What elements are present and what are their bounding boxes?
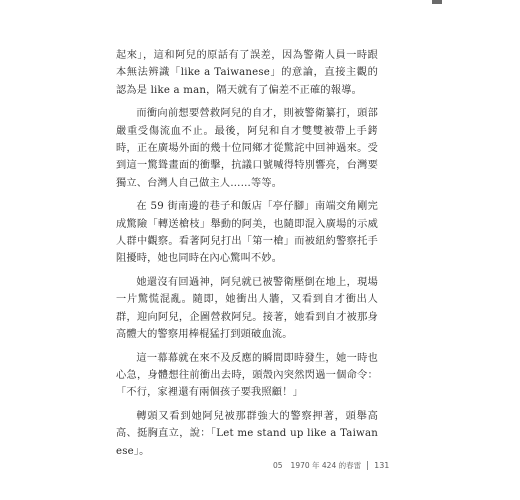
paragraph: 起來」，這和阿兒的原話有了誤差，因為警衛人員一時跟本無法辨識「like a Taiwanese」的意論，直接主觀的認為是 like a man，隔天就有了偏差不正確的報導。 [116, 50, 378, 96]
footer-divider [367, 461, 368, 470]
paragraph: 她還沒有回過神，阿兒就已被警衛壓倒在地上，現場一片驚慌混亂。隨即，她衝出人牆，又看到自才衝出人群，迎向阿兒，企圖營救阿兒。接著，她看到自才被那身高體大的警察用棒棍猛打到頭破血流。 [116, 276, 378, 341]
chapter-title: 1970 年 424 的春雷 [290, 461, 362, 470]
page-number: 131 [374, 461, 390, 470]
page-footer [273, 460, 389, 471]
paragraph: 轉頭又看到她阿兒被那群強大的警察押著，頭舉高高、挺胸直立，說：「Let me stand up like a Taiwanese」。 [116, 410, 378, 457]
paragraph: 這一幕幕就在來不及反應的瞬間即時發生，她一時也心急，身體想往前衝出去時，頭殼內突然閃過一個命令：「不行，家裡還有兩個孩子要我照顧！」 [116, 352, 378, 399]
page-edge-mark [432, 0, 442, 4]
paragraph: 而衝向前想要營救阿兒的自才，則被警衛纂打，頭部嚴重受傷流血不止。最後，阿兒和自才雙雙被帶上手銬時，正在廣場外面的幾十位同鄉才從驚詫中回神過來。受到這一驚聳畫面的衝擊，抗議口號喊得特別響亮，台灣要獨立、台灣人自己做主人……等等。 [116, 108, 378, 189]
chapter-number: 05 [273, 461, 283, 470]
page-body [116, 47, 378, 466]
paragraph: 在 59 街南邊的巷子和飯店「亭仔腳」南端交角剛完成驚險「轉送槍枝」舉動的阿美，也隨即混入廣場的示威人群中觀察。看著阿兒打出「第一槍」而被紐約警察托手阻擾時，她也同時在內心驚叫不妙。 [116, 201, 378, 265]
